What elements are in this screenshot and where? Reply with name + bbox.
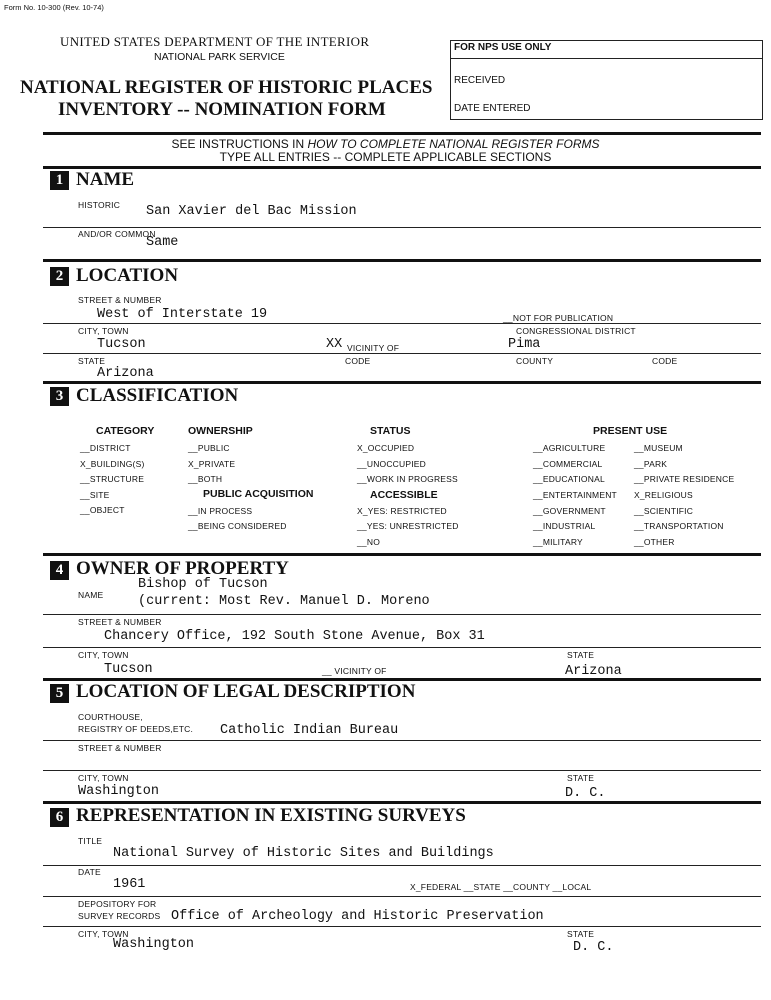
legal-street-label: STREET & NUMBER	[78, 743, 162, 753]
use-military[interactable]: __MILITARY	[533, 537, 583, 547]
ownership-heading: OWNERSHIP	[188, 425, 253, 437]
use-park[interactable]: __PARK	[634, 459, 668, 469]
form-number: Form No. 10-300 (Rev. 10-74)	[4, 3, 104, 12]
vicinity-mark[interactable]: XX	[326, 337, 343, 352]
common-name[interactable]: Same	[146, 235, 179, 250]
section-4-title: OWNER OF PROPERTY	[76, 558, 289, 579]
depository-label: DEPOSITORY FOR	[78, 899, 157, 909]
cat-structure[interactable]: __STRUCTURE	[80, 474, 145, 484]
courthouse-label: COURTHOUSE,	[78, 712, 143, 722]
survey-title[interactable]: National Survey of Historic Sites and Buildings	[113, 846, 494, 861]
section-1-number: 1	[50, 171, 69, 190]
owner-vicinity-label: __ VICINITY OF	[322, 666, 387, 676]
owner-street[interactable]: Chancery Office, 192 South Stone Avenue, Box 31	[104, 629, 485, 644]
code-label: CODE	[345, 356, 371, 366]
historic-label: HISTORIC	[78, 200, 121, 210]
location-city[interactable]: Tucson	[97, 337, 146, 352]
survey-date[interactable]: 1961	[113, 877, 146, 892]
nps-use-box	[450, 40, 763, 120]
owner-name-line2[interactable]: (current: Most Rev. Manuel D. Moreno	[138, 594, 430, 609]
survey-state-label: STATE	[567, 929, 595, 939]
legal-state[interactable]: D. C.	[565, 786, 606, 801]
use-religious[interactable]: X_RELIGIOUS	[634, 490, 693, 500]
section-2-number: 2	[50, 267, 69, 286]
survey-records-label: SURVEY RECORDS	[78, 911, 161, 921]
use-private-residence[interactable]: __PRIVATE RESIDENCE	[634, 474, 735, 484]
section-3-title: CLASSIFICATION	[76, 385, 239, 406]
street-label: STREET & NUMBER	[78, 295, 162, 305]
status-work-in-progress[interactable]: __WORK IN PROGRESS	[357, 474, 458, 484]
service: NATIONAL PARK SERVICE	[154, 51, 285, 63]
nps-heading: FOR NPS USE ONLY	[454, 42, 552, 53]
congressional-district[interactable]: Pima	[508, 337, 541, 352]
use-museum[interactable]: __MUSEUM	[634, 443, 683, 453]
survey-date-label: DATE	[78, 867, 101, 877]
common-label: AND/OR COMMON	[78, 229, 156, 239]
status-heading: STATUS	[370, 425, 411, 437]
department: UNITED STATES DEPARTMENT OF THE INTERIOR	[60, 34, 370, 49]
owner-city[interactable]: Tucson	[104, 662, 153, 677]
location-state[interactable]: Arizona	[97, 366, 154, 381]
cat-object[interactable]: __OBJECT	[80, 505, 125, 515]
instructions-line2: TYPE ALL ENTRIES -- COMPLETE APPLICABLE SECTIONS	[219, 150, 552, 164]
section-1-title: NAME	[76, 169, 135, 190]
congress-label: CONGRESSIONAL DISTRICT	[516, 326, 636, 336]
own-private[interactable]: X_PRIVATE	[188, 459, 236, 469]
owner-name-label: NAME	[78, 590, 104, 600]
owner-street-label: STREET & NUMBER	[78, 617, 162, 627]
access-restricted[interactable]: X_YES: RESTRICTED	[357, 506, 447, 516]
county-label: COUNTY	[516, 356, 554, 366]
code2-label: CODE	[652, 356, 678, 366]
vicinity-label: VICINITY OF	[347, 343, 400, 353]
acq-in-process[interactable]: __IN PROCESS	[188, 506, 253, 516]
use-government[interactable]: __GOVERNMENT	[533, 506, 606, 516]
section-5-title: LOCATION OF LEGAL DESCRIPTION	[76, 681, 416, 702]
own-public[interactable]: __PUBLIC	[188, 443, 230, 453]
section-2-title: LOCATION	[76, 265, 179, 286]
own-both[interactable]: __BOTH	[188, 474, 223, 484]
nps-received: RECEIVED	[454, 75, 506, 86]
form-title-line1: NATIONAL REGISTER OF HISTORIC PLACES	[20, 77, 433, 98]
not-for-publication: __NOT FOR PUBLICATION	[503, 313, 614, 323]
accessible-heading: ACCESSIBLE	[370, 489, 438, 501]
section-5-number: 5	[50, 684, 69, 703]
owner-city-label: CITY, TOWN	[78, 650, 129, 660]
instructions-line1: SEE INSTRUCTIONS IN HOW TO COMPLETE NATIONAL REGISTER FORMS	[171, 137, 600, 151]
survey-state[interactable]: D. C.	[573, 940, 614, 955]
section-6-number: 6	[50, 808, 69, 827]
survey-city-label: CITY, TOWN	[78, 929, 129, 939]
location-street[interactable]: West of Interstate 19	[97, 307, 268, 322]
city-label: CITY, TOWN	[78, 326, 129, 336]
use-commercial[interactable]: __COMMERCIAL	[533, 459, 603, 469]
state-label: STATE	[78, 356, 106, 366]
use-educational[interactable]: __EDUCATIONAL	[533, 474, 605, 484]
use-industrial[interactable]: __INDUSTRIAL	[533, 521, 596, 531]
survey-title-label: TITLE	[78, 836, 103, 846]
owner-name-line1[interactable]: Bishop of Tucson	[138, 577, 268, 592]
status-occupied[interactable]: X_OCCUPIED	[357, 443, 415, 453]
use-other[interactable]: __OTHER	[634, 537, 675, 547]
access-unrestricted[interactable]: __YES: UNRESTRICTED	[357, 521, 459, 531]
use-transportation[interactable]: __TRANSPORTATION	[634, 521, 724, 531]
historic-name[interactable]: San Xavier del Bac Mission	[146, 204, 357, 219]
survey-levels[interactable]: X_FEDERAL __STATE __COUNTY __LOCAL	[410, 882, 592, 892]
status-unoccupied[interactable]: __UNOCCUPIED	[357, 459, 426, 469]
cat-site[interactable]: __SITE	[80, 490, 110, 500]
acquisition-heading: PUBLIC ACQUISITION	[203, 488, 314, 500]
section-3-number: 3	[50, 387, 69, 406]
depository-value[interactable]: Office of Archeology and Historic Preservation	[171, 909, 544, 924]
cat-district[interactable]: __DISTRICT	[80, 443, 131, 453]
legal-state-label: STATE	[567, 773, 595, 783]
use-entertainment[interactable]: __ENTERTAINMENT	[533, 490, 617, 500]
access-no[interactable]: __NO	[357, 537, 381, 547]
registry-value[interactable]: Catholic Indian Bureau	[220, 723, 399, 738]
legal-city-label: CITY, TOWN	[78, 773, 129, 783]
owner-state[interactable]: Arizona	[565, 664, 622, 679]
use-scientific[interactable]: __SCIENTIFIC	[634, 506, 694, 516]
cat-building[interactable]: X_BUILDING(S)	[80, 459, 145, 469]
use-agriculture[interactable]: __AGRICULTURE	[533, 443, 606, 453]
section-4-number: 4	[50, 561, 69, 580]
owner-state-label: STATE	[567, 650, 595, 660]
acq-being-considered[interactable]: __BEING CONSIDERED	[188, 521, 287, 531]
section-6-title: REPRESENTATION IN EXISTING SURVEYS	[76, 805, 466, 826]
nps-date-entered: DATE ENTERED	[454, 103, 531, 114]
category-heading: CATEGORY	[96, 425, 155, 437]
registry-label: REGISTRY OF DEEDS,ETC.	[78, 724, 194, 734]
survey-city[interactable]: Washington	[113, 937, 195, 952]
legal-city[interactable]: Washington	[78, 784, 160, 799]
present-use-heading: PRESENT USE	[593, 425, 668, 437]
form-title-line2: INVENTORY -- NOMINATION FORM	[58, 99, 386, 120]
